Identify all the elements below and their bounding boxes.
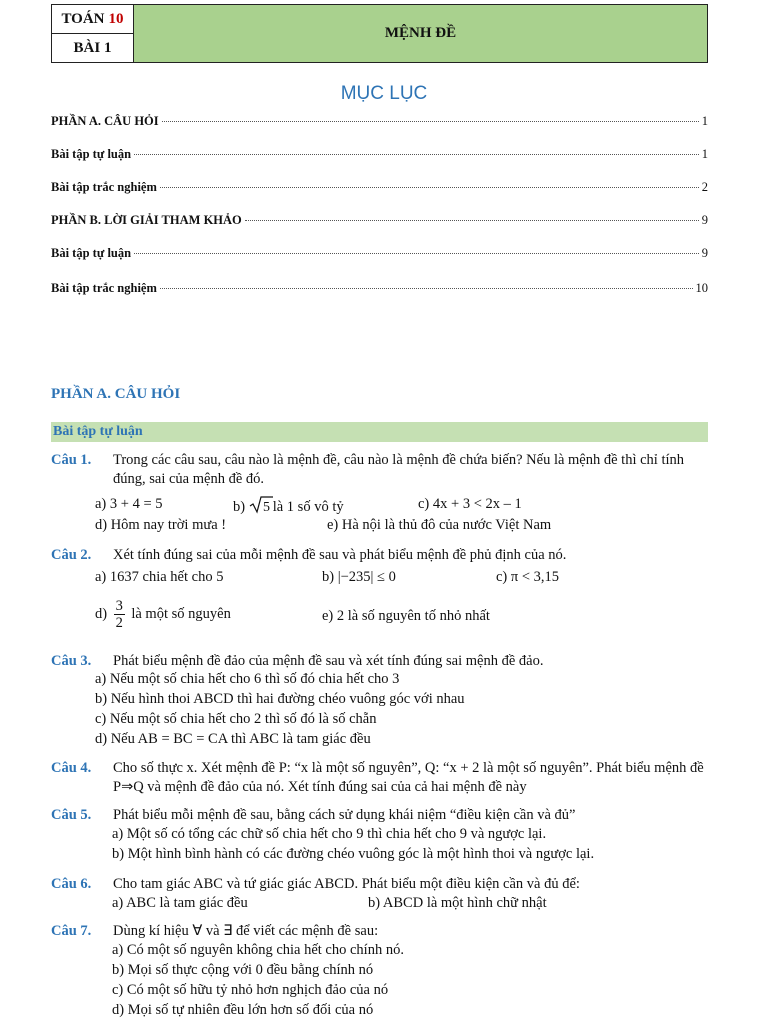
list-item: a) Có một số nguyên không chia hết cho chính nó. [112, 942, 404, 958]
fraction-numerator: 3 [115, 598, 123, 614]
toc-entry[interactable] [51, 114, 708, 129]
toc-leader-dots [134, 253, 699, 254]
question-text: Phát biểu mệnh đề đảo của mệnh đề sau và xét tính đúng sai mệnh đề đảo. [113, 653, 544, 669]
toc-entry[interactable] [51, 246, 708, 261]
list-item: a) Một số có tổng các chữ số chia hết cho 9 thì chia hết cho 9 và ngược lại. [112, 826, 547, 842]
toc-leader-dots [245, 220, 699, 221]
subsection-heading: Bài tập tự luận [51, 422, 708, 442]
option-c: c) π < 3,15 [496, 569, 560, 585]
toc-entry-label: PHẦN A. CÂU HỎI [51, 114, 159, 128]
fraction-denominator: 2 [115, 615, 123, 631]
question-text: Cho tam giác ABC và tứ giác giác ABCD. Phát biểu một điều kiện cần và đủ để: [113, 876, 580, 892]
toc-entry-label: PHẦN B. LỜI GIẢI THAM KHẢO [51, 213, 242, 227]
option-c: c) 4x + 3 < 2x – 1 [418, 496, 522, 512]
svg-text:5: 5 [262, 500, 270, 514]
toc-entry-page: 10 [695, 281, 708, 295]
question-label: Câu 7. [51, 923, 92, 939]
header-left-column [52, 5, 134, 62]
lesson-header [51, 4, 708, 63]
list-item: d) Mọi số tự nhiên đều lớn hơn số đối của nó [112, 1002, 374, 1018]
toc-entry[interactable] [51, 213, 708, 228]
question-label: Câu 1. [51, 452, 92, 468]
question-label: Câu 3. [51, 653, 92, 669]
question-text: Xét tính đúng sai của mỗi mệnh đề sau và phát biểu mệnh đề phủ định của nó. [113, 547, 567, 563]
option-a: a) 3 + 4 = 5 [95, 496, 163, 512]
section-heading: PHẦN A. CÂU HỎI [51, 386, 181, 402]
list-item: c) Nếu một số chia hết cho 2 thì số đó là số chẵn [95, 711, 377, 727]
question-6 [51, 875, 711, 894]
option-b: b) ABCD là một hình chữ nhật [368, 895, 547, 911]
toc-leader-dots [162, 121, 699, 122]
option-e: e) 2 là số nguyên tố nhỏ nhất [322, 608, 490, 624]
toc-entry-page: 2 [701, 180, 708, 194]
option-d-prefix: d) [95, 605, 108, 622]
question-text: Dùng kí hiệu ∀ và ∃ để viết các mệnh đề sau: [113, 923, 379, 939]
question-text: Phát biểu mỗi mệnh đề sau, bằng cách sử dụng khái niệm “điều kiện cần và đủ” [113, 807, 576, 823]
toc-entry-label: Bài tập tự luận [51, 246, 132, 260]
question-3 [51, 652, 711, 671]
toc-leader-dots [134, 154, 699, 155]
subject-cell [52, 5, 133, 34]
question-text: Trong các câu sau, câu nào là mệnh đề, câu nào là mệnh đề chứa biến? Nếu là mệnh đề thì chỉ tính đúng, sai của mệnh đề đó. [113, 452, 685, 487]
toc-title: MỤC LỤC [340, 83, 428, 104]
toc-entry[interactable] [51, 281, 708, 296]
header-title-cell [134, 5, 707, 62]
toc-entry-page: 1 [701, 147, 708, 161]
question-1 [51, 451, 711, 489]
toc-leader-dots [160, 187, 699, 188]
fraction-3-over-2 [114, 598, 125, 631]
list-item: d) Nếu AB = BC = CA thì ABC là tam giác đều [95, 731, 371, 747]
option-d [95, 598, 231, 631]
toc-entry-label: Bài tập trắc nghiệm [51, 281, 157, 295]
option-d: d) Hôm nay trời mưa ! [95, 517, 227, 533]
option-b-suffix: là 1 số vô tỷ [272, 499, 344, 515]
option-a: a) 1637 chia hết cho 5 [95, 569, 224, 585]
toc-entry-page: 9 [701, 213, 708, 227]
list-item: b) Mọi số thực cộng với 0 đều bằng chính nó [112, 962, 374, 978]
question-4 [51, 759, 711, 797]
option-b: b) |−235| ≤ 0 [322, 569, 396, 585]
question-5 [51, 806, 711, 825]
toc-entry-page: 9 [701, 246, 708, 260]
toc-leader-dots [160, 288, 693, 289]
option-d-suffix: là một số nguyên [131, 605, 231, 622]
question-label: Câu 5. [51, 807, 92, 823]
question-label: Câu 6. [51, 876, 92, 892]
toc-entry-label: Bài tập trắc nghiệm [51, 180, 157, 194]
toc-entry[interactable] [51, 147, 708, 162]
question-label: Câu 4. [51, 760, 92, 776]
lesson-label: BÀI 1 [73, 39, 112, 56]
sqrt5-expression [249, 496, 273, 519]
lesson-cell [52, 34, 133, 62]
list-item: c) Có một số hữu tỷ nhỏ hơn nghịch đảo của nó [112, 982, 389, 998]
list-item: b) Một hình bình hành có các đường chéo vuông góc là một hình thoi và ngược lại. [112, 846, 595, 862]
toc-entry-label: Bài tập tự luận [51, 147, 132, 161]
toc-entry-page: 1 [701, 114, 708, 128]
option-b-prefix: b) [233, 499, 246, 515]
grade-number: 10 [108, 10, 124, 27]
option-e: e) Hà nội là thủ đô của nước Việt Nam [327, 517, 552, 533]
question-label: Câu 2. [51, 547, 92, 563]
subject-label: TOÁN [61, 10, 105, 27]
question-2 [51, 546, 711, 565]
toc-entry[interactable] [51, 180, 708, 195]
question-text: Cho số thực x. Xét mệnh đề P: “x là một số nguyên”, Q: “x + 2 là một số nguyên”. Phát biểu mệnh đề P⇒Q và mệnh đề đảo của nó. Xét tính đúng sai của cả hai mệnh đề này [113, 760, 704, 795]
lesson-title: MỆNH ĐỀ [384, 25, 457, 41]
option-a: a) ABC là tam giác đều [112, 895, 248, 911]
option-b [233, 496, 344, 519]
list-item: a) Nếu một số chia hết cho 6 thì số đó chia hết cho 3 [95, 671, 400, 687]
question-7 [51, 922, 711, 941]
list-item: b) Nếu hình thoi ABCD thì hai đường chéo vuông góc với nhau [95, 691, 465, 707]
